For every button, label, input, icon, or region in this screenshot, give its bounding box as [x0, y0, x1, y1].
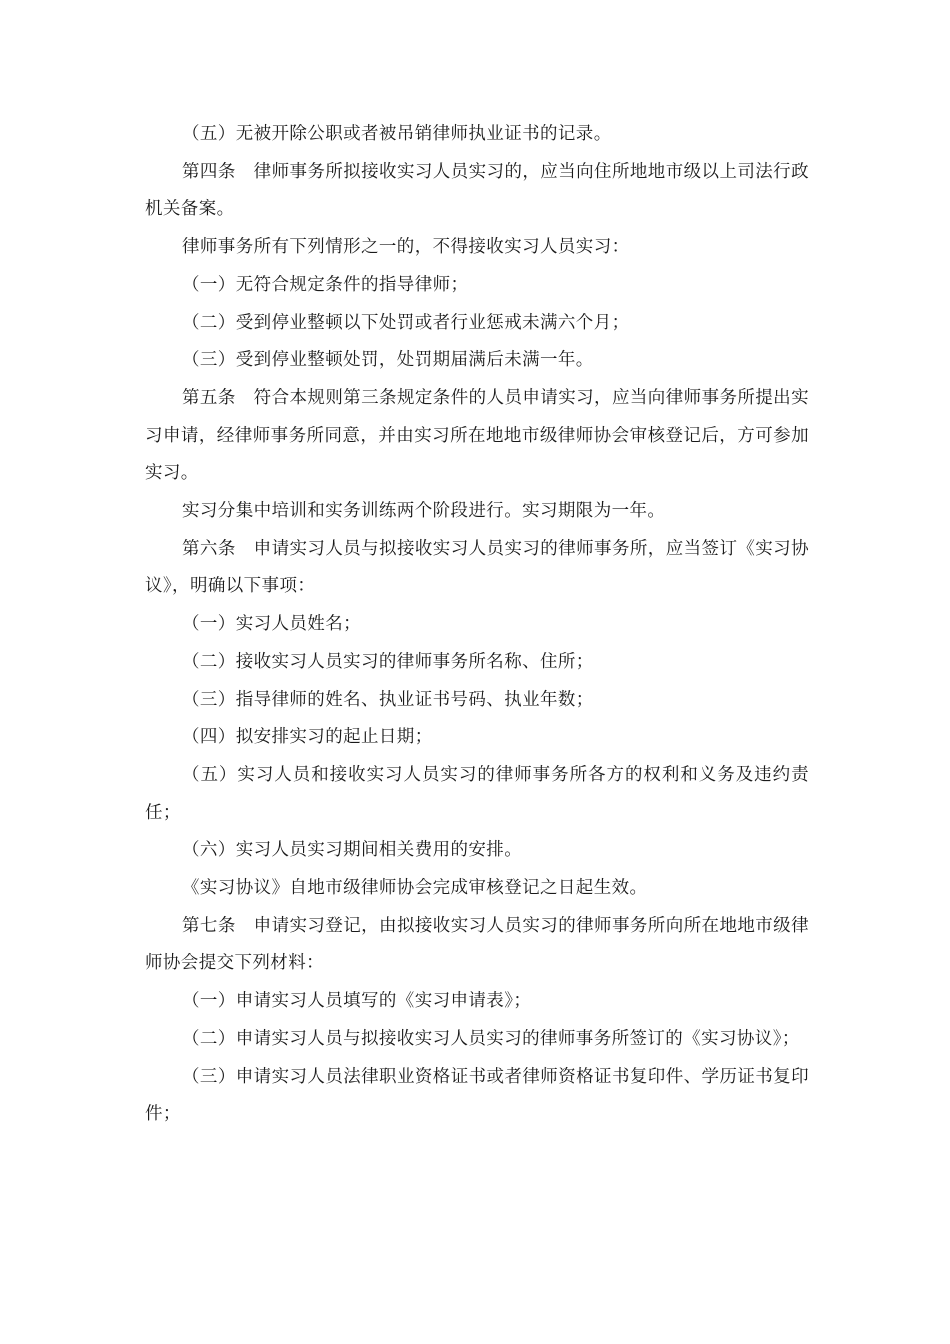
- paragraph-article-7-item-1: （一）申请实习人员填写的《实习申请表》；: [182, 991, 532, 1012]
- paragraph-article-4: 第四条 律师事务所拟接收实习人员实习的，应当向住所地地市级以上司法行政机关备案。: [145, 161, 809, 220]
- paragraph-article-4-item-1: （一）无符合规定条件的指导律师；: [182, 274, 469, 295]
- paragraph-article-6-item-6: （六）实习人员实习期间相关费用的安排。: [182, 840, 523, 861]
- paragraph-article-6-effective: 《实习协议》自地市级律师协会完成审核登记之日起生效。: [182, 878, 648, 899]
- paragraph-article-6-item-3: （三）指导律师的姓名、执业证书号码、执业年数；: [182, 689, 594, 710]
- paragraph-article-7: 第七条 申请实习登记，由拟接收实习人员实习的律师事务所向所在地地市级律师协会提交下列材料：: [145, 915, 809, 974]
- paragraph-article-4-item-3: （三）受到停业整顿处罚，处罚期届满后未满一年。: [182, 350, 594, 371]
- paragraph-article-5: 第五条 符合本规则第三条规定条件的人员申请实习，应当向律师事务所提出实习申请，经律师事务所同意，并由实习所在地地市级律师协会审核登记后，方可参加实习。: [145, 387, 809, 484]
- paragraph-article-6-item-2: （二）接收实习人员实习的律师事务所名称、住所；: [182, 651, 594, 672]
- paragraph-article-4-item-2: （二）受到停业整顿以下处罚或者行业惩戒未满六个月；: [182, 312, 630, 333]
- paragraph-article-7-item-3: （三）申请实习人员法律职业资格证书或者律师资格证书复印件、学历证书复印件；: [145, 1066, 809, 1125]
- document-body: [145, 116, 809, 1134]
- paragraph-clause-5-item-5: （五）无被开除公职或者被吊销律师执业证书的记录。: [182, 124, 612, 144]
- paragraph-article-6-item-1: （一）实习人员姓名；: [182, 614, 361, 635]
- paragraph-article-5-period: 实习分集中培训和实务训练两个阶段进行。实习期限为一年。: [182, 501, 666, 522]
- paragraph-article-7-item-2: （二）申请实习人员与拟接收实习人员实习的律师事务所签订的《实习协议》；: [182, 1028, 800, 1049]
- paragraph-article-6-item-4: （四）拟安排实习的起止日期；: [182, 727, 433, 748]
- paragraph-article-6: 第六条 申请实习人员与拟接收实习人员实习的律师事务所，应当签订《实习协议》，明确以下事项：: [145, 538, 809, 597]
- paragraph-article-4-conditions: 律师事务所有下列情形之一的，不得接收实习人员实习：: [182, 237, 630, 258]
- paragraph-article-6-item-5: （五）实习人员和接收实习人员实习的律师事务所各方的权利和义务及违约责任；: [145, 764, 809, 823]
